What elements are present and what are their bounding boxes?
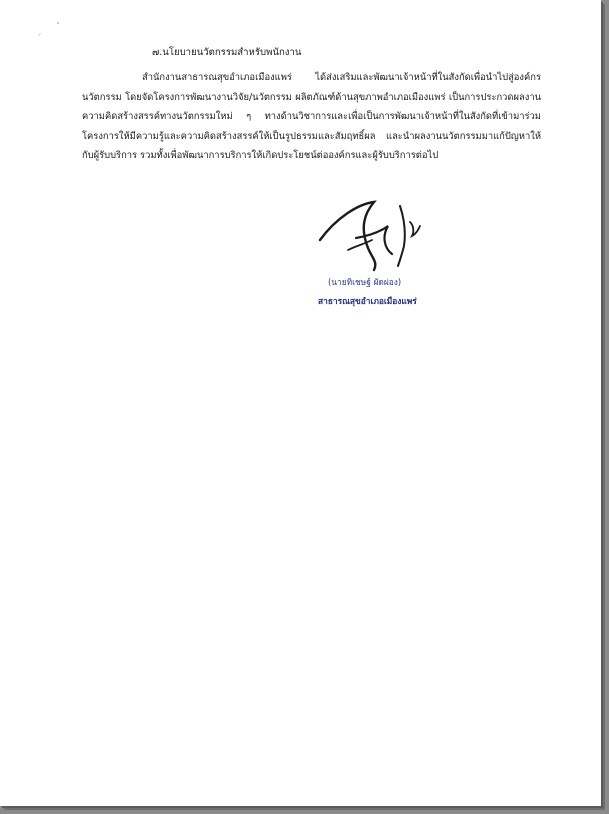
scan-speck: [57, 22, 59, 24]
signature-mark: [318, 196, 428, 276]
paragraph-text: สำนักงานสาธารณสุขอำเภอเมืองแพร่ ได้ส่งเสริมและพัฒนาเจ้าหน้าที่ในสังกัดเพื่อนำไปสู่องค์กรนวัตกรรม โดยจัดโครงการพัฒนางานวิจัย/นวัตกรรม ผลิตภัณฑ์ด้านสุขภาพอำเภอเมืองแพร่ เป็นการประกวดผลงานความคิดสร้างสรรค์ทางนวัตกรรมใหม่ ๆ ทางด้านวิชาการและเพื่อเป็นการพัฒนาเจ้าหน้าที่ในสังกัดที่เข้ามาร่วมโครงการให้มีความรู้และความคิดสร้างสรรค์ให้เป็นรูปธรรมและสัมฤทธิ์ผล และนำผลงานนวัตกรรมมาแก้ปัญหาให้กับผู้รับบริการ รวมทั้งเพื่อพัฒนาการบริการให้เกิดประโยชน์ต่อองค์กรและผู้รับบริการต่อไป: [82, 72, 541, 162]
body-paragraph: [82, 68, 541, 166]
signature-stroke: [410, 222, 420, 236]
scan-speck: [38, 33, 41, 36]
signature-stroke: [398, 206, 405, 266]
signer-title: สาธารณสุขอำเภอเมืองแพร่: [318, 296, 417, 306]
signature-stroke: [356, 226, 392, 254]
section-heading: ๗.นโยบายนวัตกรรมสำหรับพนักงาน: [152, 47, 302, 58]
signer-name: (นายทิเชษฐ์ ผัดผ่อง): [328, 277, 402, 287]
